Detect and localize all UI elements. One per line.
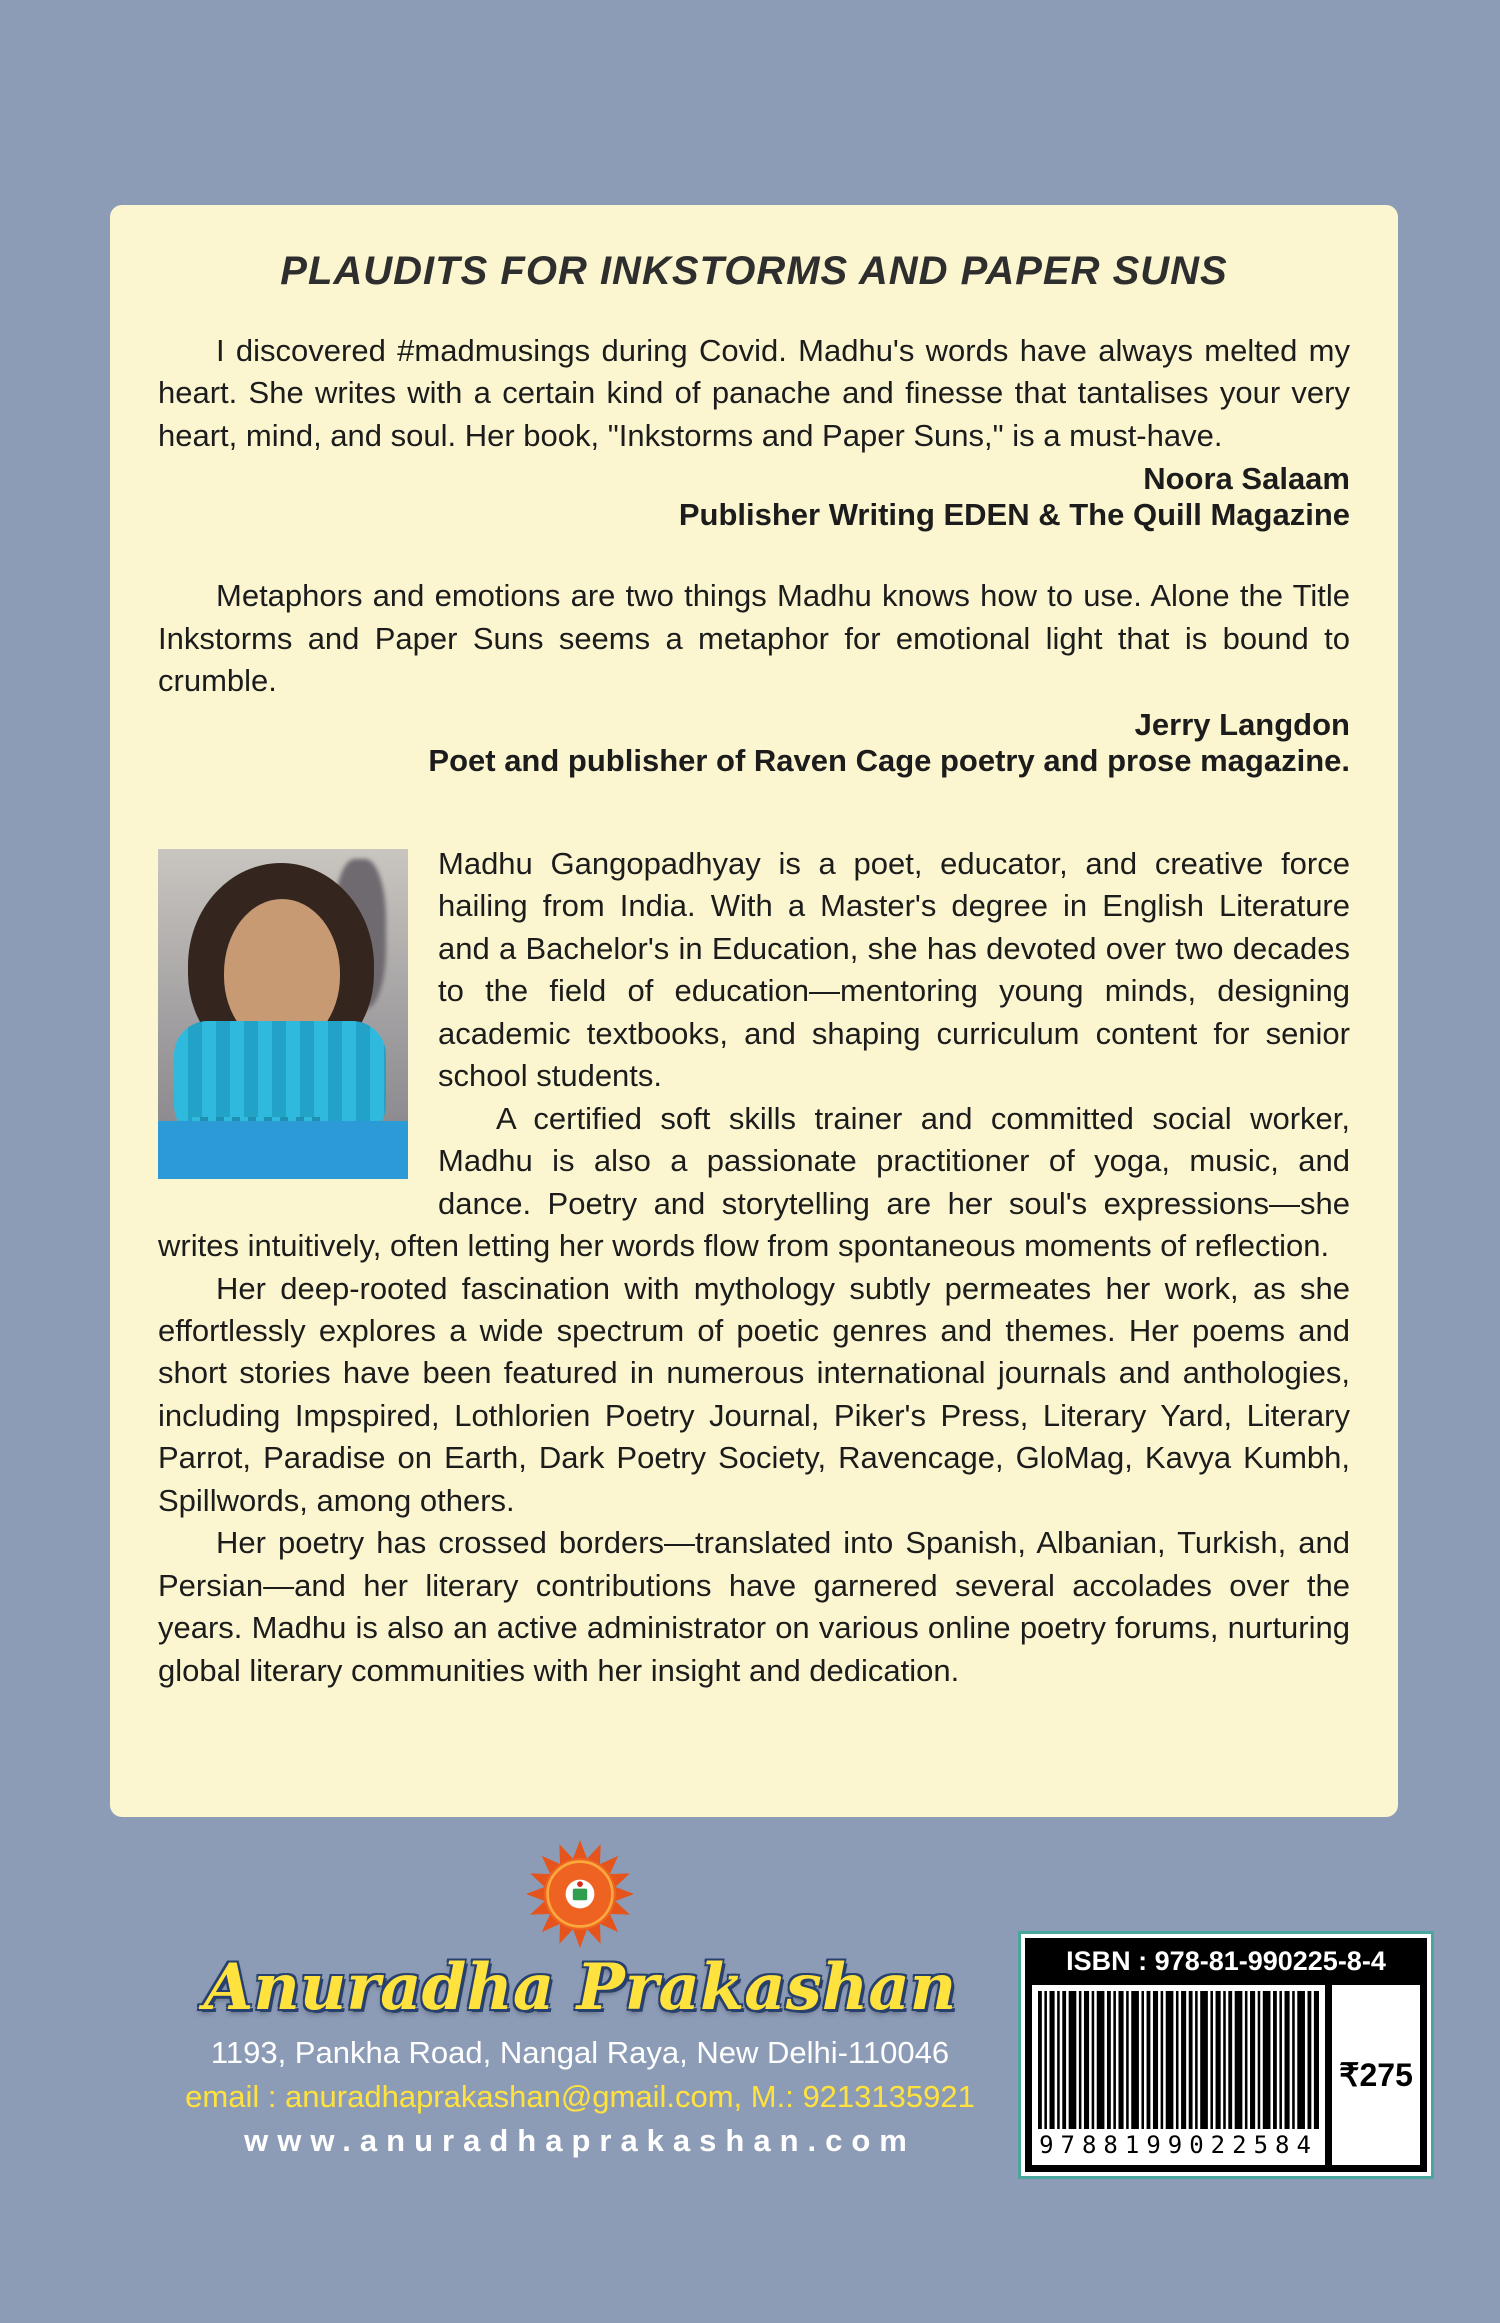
testimonial-2-author-title: Poet and publisher of Raven Cage poetry and prose magazine. — [428, 742, 1350, 778]
price-value: ₹275 — [1339, 2057, 1413, 2093]
author-photo — [158, 849, 408, 1179]
barcode-number: 9788199022584 — [1039, 2131, 1318, 2159]
isbn-label: ISBN : 978-81-990225-8-4 — [1025, 1938, 1427, 1985]
price-badge — [1332, 1985, 1420, 2165]
barcode-area — [1032, 1985, 1325, 2165]
bio-paragraph-3: Her deep-rooted fascination with mythology subtly permeates her work, as she effortlessly explores a wide spectrum of poetic genres and themes. Her poems and short stories have been featured in numerous international journals and anthologies, including Impspired, Lothlorien Poetry Journal, Piker's Press, Literary Yard, Literary Parrot, Paradise on Earth, Dark Poetry Society, Ravencage, GloMag, Kavya Kumbh, Spillwords, among others. — [158, 1270, 1350, 1518]
testimonial-1-author: Noora Salaam — [1143, 461, 1350, 497]
isbn-block — [1021, 1934, 1431, 2176]
spacer — [158, 779, 1350, 843]
spacer — [158, 533, 1350, 575]
publisher-email: email : anuradhaprakashan@gmail.com, M.: 9213135921 — [185, 2079, 975, 2115]
publisher-website: www.anuradhaprakashan.com — [244, 2123, 916, 2159]
testimonial-2: Metaphors and emotions are two things Madhu knows how to use. Alone the Title Inkstorms and Paper Suns seems a metaphor for emotional light that is bound to crumble. — [158, 578, 1350, 699]
author-bio — [158, 843, 1350, 1692]
bio-paragraph-4: Her poetry has crossed borders—translated into Spanish, Albanian, Turkish, and Persian—and her literary contributions have garnered several accolades over the years. Madhu is also an active administrator on various online poetry forums, nurturing global literary communities with her insight and dedication. — [158, 1525, 1350, 1688]
publisher-block — [130, 1840, 1030, 2159]
photo-top — [158, 1121, 408, 1179]
publisher-address: 1193, Pankha Road, Nangal Raya, New Delhi-110046 — [210, 2035, 950, 2071]
bio-paragraph-1: Madhu Gangopadhyay is a poet, educator, and creative force hailing from India. With a Master's degree in English Literature and a Bachelor's in Education, she has devoted over two decades to the field of education—mentoring young minds, designing academic textbooks, and shaping curriculum content for senior school students. — [438, 845, 1350, 1094]
testimonial-1: I discovered #madmusings during Covid. Madhu's words have always melted my heart. She writes with a certain kind of panache and finesse that tantalises your very heart, mind, and soul. Her book, "Inkstorms and Paper Suns," is a must-have. — [158, 333, 1350, 453]
plaudits-title: PLAUDITS FOR INKSTORMS AND PAPER SUNS — [280, 249, 1228, 293]
testimonial-1-author-title: Publisher Writing EDEN & The Quill Magazine — [678, 497, 1350, 533]
barcode — [1038, 1991, 1319, 2129]
testimonial-2-author: Jerry Langdon — [1134, 706, 1350, 742]
publisher-sun-logo — [526, 1840, 634, 1948]
publisher-name: Anuradha Prakashan — [203, 1950, 957, 2025]
bio-paragraph-2: A certified soft skills trainer and committed social worker, Madhu is also a passionate practitioner of yoga, music, and dance. Poetry and storytelling are her soul's expressions—she writes intuitively, often letting her words flow from spontaneous moments of reflection. — [158, 1100, 1350, 1264]
isbn-body — [1025, 1985, 1427, 2172]
plaudits-panel — [110, 205, 1398, 1817]
